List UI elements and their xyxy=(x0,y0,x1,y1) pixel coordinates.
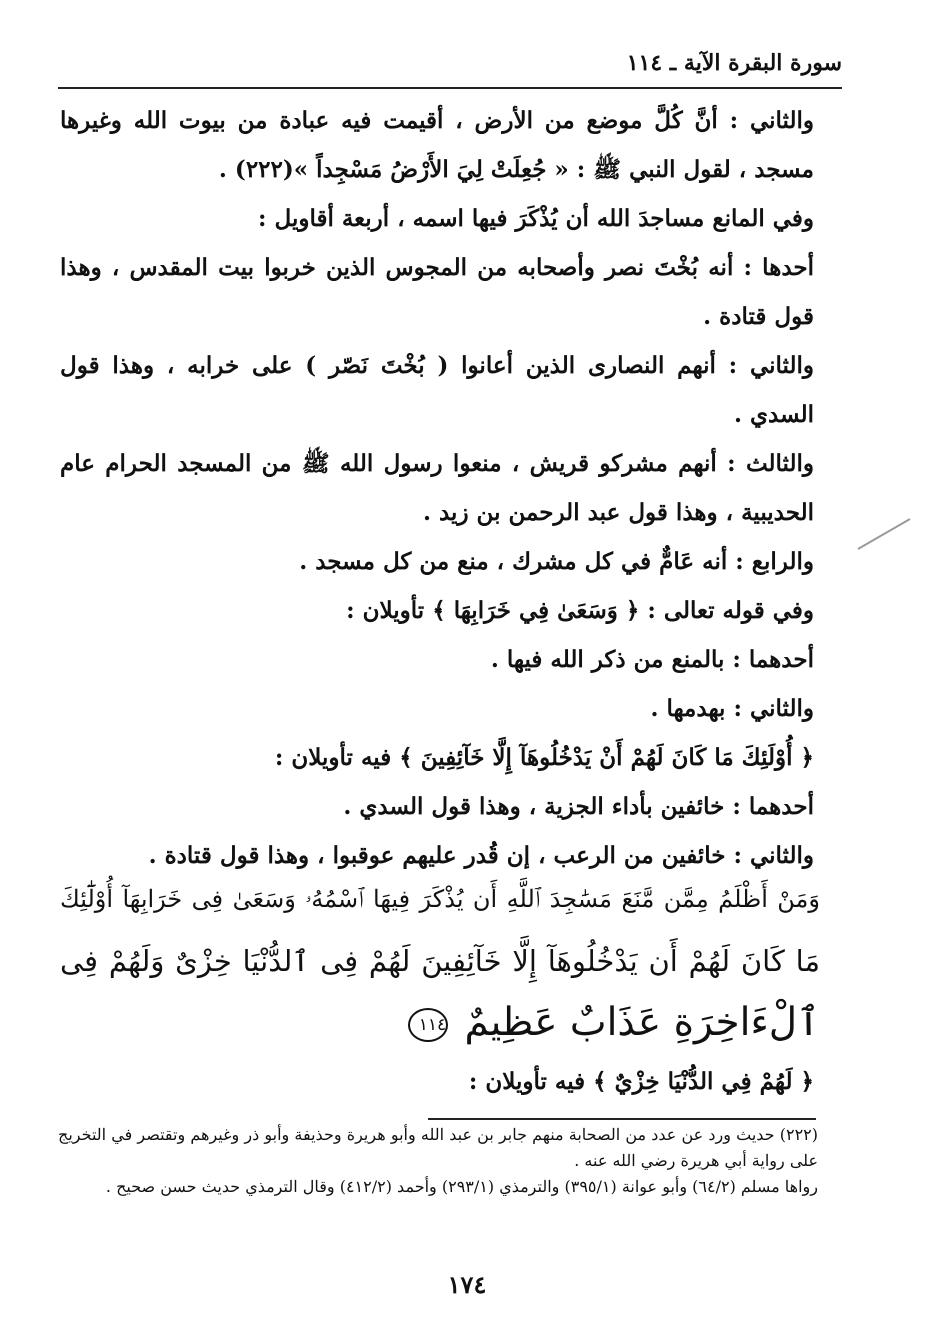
paragraph: أحدهما : خائفين بأداء الجزية ، وهذا قول السدي . xyxy=(343,793,814,820)
footnote: رواها مسلم (٦٤/٢) وأبو عوانة (٣٩٥/١) والترمذي (٢٩٣/١) وأحمد (٤١٢/٢) وقال الترمذي حديث حسن صحيح . xyxy=(105,1177,818,1196)
verse-text: ٱلْءَاخِرَةِ عَذَابٌ عَظِيمٌ xyxy=(464,1000,820,1045)
paragraph: والثاني : أنَّ كُلَّ موضع من الأرض ، أقيمت فيه عبادة من بيوت الله وغيرها مسجد ، لقول النبي ﷺ : « جُعِلَتْ لِيَ الأَرْضُ مَسْجِداً »(٢٢٢) . xyxy=(60,107,814,183)
verse-commentary-heading: ﴿ لَهُمْ فِي الدُّنْيَا خِزْيٌ ﴾ فيه تأويلان : xyxy=(468,1068,814,1095)
paragraph: والثاني : خائفين من الرعب ، إن قُدر عليهم عوقبوا ، وهذا قول قتادة . xyxy=(148,842,814,869)
margin-pencil-mark xyxy=(858,518,911,550)
verse-line: وَمَنْ أَظْلَمُ مِمَّن مَّنَعَ مَسَٰجِدَ ٱللَّهِ أَن يُذْكَرَ فِيهَا ٱسْمُهُۥ وَسَعَىٰ فِى خَرَابِهَآ أُوْلَٰٓئِكَ xyxy=(60,885,820,913)
paragraph: ﴿ أُوْلَئِكَ مَا كَانَ لَهُمْ أَنْ يَدْخُلُوهَآ إِلَّا خَآئِفِينَ ﴾ فيه تأويلان : xyxy=(274,744,814,771)
paragraph: وفي قوله تعالى : ﴿ وَسَعَىٰ فِي خَرَابِهَا ﴾ تأويلان : xyxy=(346,597,814,624)
footnotes xyxy=(58,1122,818,1200)
paragraph: وفي المانع مساجدَ الله أن يُذْكَرَ فيها اسمه ، أربعة أقاويل : xyxy=(258,205,814,232)
header-divider xyxy=(58,87,842,89)
page-number: ١٧٤ xyxy=(447,1270,487,1299)
verse-line: مَا كَانَ لَهُمْ أَن يَدْخُلُوهَآ إِلَّا خَآئِفِينَ لَهُمْ فِى ٱلدُّنْيَا خِزْىٌ وَلَهُمْ فِى xyxy=(60,944,820,978)
paragraph: أحدها : أنه بُخْتَ نصر وأصحابه من المجوس الذين خربوا بيت المقدس ، وهذا قول قتادة . xyxy=(60,254,814,330)
paragraph: والثالث : أنهم مشركو قريش ، منعوا رسول الله ﷺ من المسجد الحرام عام الحديبية ، وهذا قول عبد الرحمن بن زيد . xyxy=(60,450,814,526)
paragraph: والثاني : أنهم النصارى الذين أعانوا ( بُخْتَ نَصّر ) على خرابه ، وهذا قول السدي . xyxy=(60,352,814,428)
verse-line-last xyxy=(60,992,820,1054)
running-header: سورة البقرة الآية ـ ١١٤ xyxy=(626,50,842,76)
verse-number-marker: ١١٤ xyxy=(408,1008,448,1042)
paragraph: والرابع : أنه عَامٌّ في كل مشرك ، منع من كل مسجد . xyxy=(299,548,814,575)
quran-verse xyxy=(60,868,820,1054)
paragraph: والثاني : بهدمها . xyxy=(650,695,814,722)
footnote-divider xyxy=(428,1118,816,1120)
paragraph: أحدهما : بالمنع من ذكر الله فيها . xyxy=(490,646,814,673)
footnote: (٢٢٢) حديث ورد عن عدد من الصحابة منهم جابر بن عبد الله وأبو هريرة وحذيفة وأبو ذر وغيرهم وتقتصر في التخريج على رواية أبي هريرة رضي الله عنه . xyxy=(58,1125,819,1170)
commentary-body xyxy=(60,96,814,880)
